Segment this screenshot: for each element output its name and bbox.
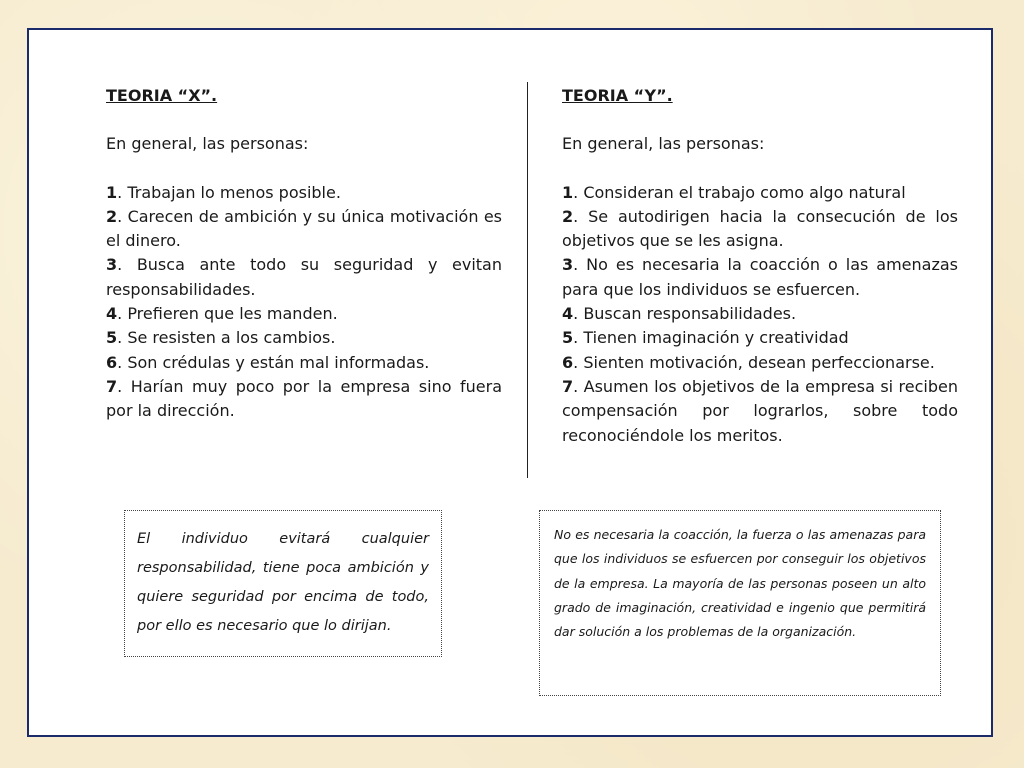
theory-y-summary: No es necesaria la coacción, la fuerza o las amenazas para que los individuos se esfuercen por conseguir los objetivos de la empresa. La mayoría de las personas poseen un alto grado de imaginación, creatividad e ingenio que permitirá dar solución a los problemas de la organización. — [554, 527, 926, 640]
item-number: 4 — [106, 304, 118, 324]
item-text: . Sienten motivación, desean perfeccionarse. — [573, 352, 935, 372]
theory-x-item — [106, 205, 502, 254]
theory-y-column — [562, 84, 958, 448]
theory-x-summary-box — [124, 510, 442, 657]
item-number: 3 — [562, 255, 574, 275]
item-text: . Se autodirigen hacia la consecución de los objetivos que se les asigna. — [562, 206, 958, 251]
theory-y-item — [562, 181, 958, 205]
item-number: 1 — [562, 182, 574, 202]
item-text: . Trabajan lo menos posible. — [117, 182, 341, 202]
item-text: . Tienen imaginación y creatividad — [573, 328, 849, 348]
item-text: . Busca ante todo su seguridad y evitan responsabilidades. — [106, 255, 502, 299]
theory-x-intro: En general, las personas: — [106, 134, 309, 154]
theory-x-item — [106, 375, 502, 424]
item-text: . Prefieren que les manden. — [117, 304, 338, 324]
theory-y-heading: TEORIA “Y”. — [562, 86, 673, 105]
item-text: . Se resisten a los cambios. — [117, 328, 336, 348]
theory-x-item — [106, 181, 502, 205]
item-number: 2 — [106, 206, 118, 226]
theory-y-intro: En general, las personas: — [562, 134, 765, 154]
item-number: 3 — [106, 255, 118, 275]
theory-y-item — [562, 253, 958, 302]
theory-x-heading: TEORIA “X”. — [106, 86, 218, 105]
item-text: . Asumen los objetivos de la empresa si reciben compensación por lograrlos, sobre todo reconociéndole los meritos. — [562, 376, 958, 445]
theory-x-summary: El individuo evitará cualquier responsabilidad, tiene poca ambición y quiere seguridad por encima de todo, por ello es necesario que lo dirijan. — [137, 531, 429, 634]
item-text: . Carecen de ambición y su única motivación es el dinero. — [106, 206, 502, 251]
item-number: 7 — [106, 376, 118, 396]
theory-y-summary-box — [539, 510, 941, 696]
theory-y-item — [562, 205, 958, 254]
item-text: . Son crédulas y están mal informadas. — [117, 352, 430, 372]
theory-x-item — [106, 326, 502, 350]
item-text: . No es necesaria la coacción o las amenazas para que los individuos se esfuercen. — [562, 255, 958, 299]
item-number: 6 — [106, 352, 118, 372]
theory-x-item — [106, 253, 502, 302]
item-text: . Harían muy poco por la empresa sino fuera por la dirección. — [106, 376, 502, 421]
slide-frame — [27, 28, 993, 737]
item-number: 5 — [106, 328, 118, 348]
theory-y-item — [562, 375, 958, 448]
theory-x-item — [106, 351, 502, 375]
item-text: . Buscan responsabilidades. — [573, 304, 797, 324]
item-number: 5 — [562, 328, 574, 348]
theory-y-item — [562, 302, 958, 326]
theory-y-item — [562, 326, 958, 350]
item-number: 1 — [106, 182, 118, 202]
item-number: 4 — [562, 304, 574, 324]
item-text: . Consideran el trabajo como algo natural — [573, 182, 906, 202]
theory-y-item — [562, 351, 958, 375]
theory-x-column — [106, 84, 502, 424]
item-number: 6 — [562, 352, 574, 372]
column-divider — [527, 82, 528, 478]
theory-x-item — [106, 302, 502, 326]
item-number: 7 — [562, 376, 574, 396]
item-number: 2 — [562, 206, 574, 226]
